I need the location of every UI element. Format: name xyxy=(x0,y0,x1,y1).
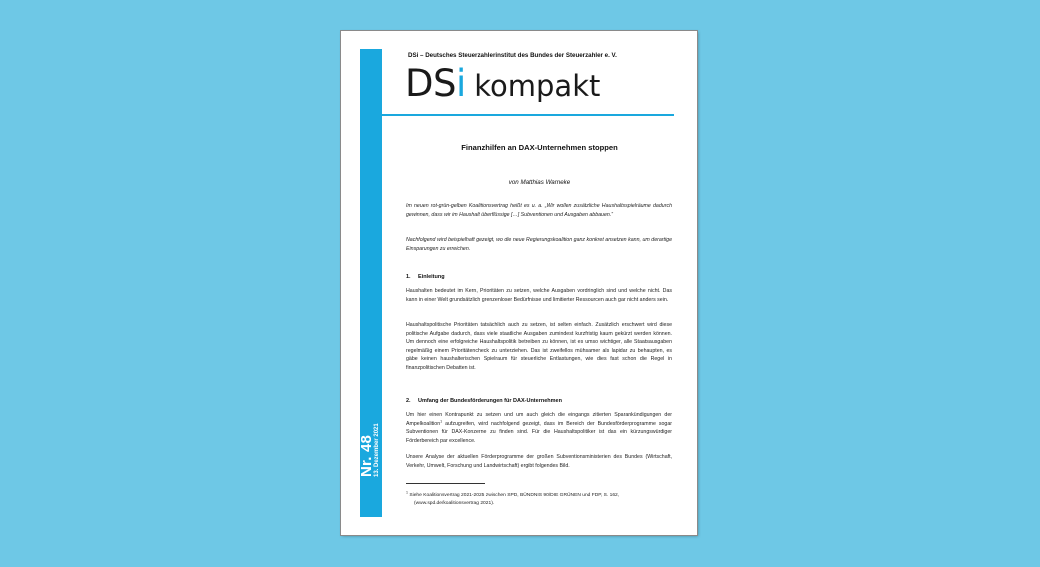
body-paragraph: Haushalten bedeutet im Kern, Prioritäten zu setzen, welche Ausgaben vordringlich sind und welche nicht. Das kann in einer Welt grundsätzlich grenzenloser Bedürfnisse und limitierter Ressourcen auch gar nicht anders sein. xyxy=(406,288,672,303)
header-rule xyxy=(382,114,674,116)
footnote-reference: 1 xyxy=(440,418,443,423)
institute-name: DSi – Deutsches Steuerzahlerinstitut des Bundes der Steuerzahler e. V. xyxy=(408,52,617,59)
footnote-text: (www.spd.de/koalitionsvertrag 2021). xyxy=(414,500,495,506)
footnote-divider xyxy=(406,483,485,484)
section-title: Umfang der Bundesförderungen für DAX-Unternehmen xyxy=(418,398,562,404)
document-title: Finanzhilfen an DAX-Unternehmen stoppen xyxy=(461,143,618,152)
intro-paragraph: Nachfolgend wird beispielhaft gezeigt, wo die neue Regierungskoalition ganz konkret ansetzen kann, um derartige Einsparungen zu erreichen. xyxy=(406,237,672,252)
issue-date: 13. Dezember 2021 xyxy=(374,423,380,477)
section-number: 2. xyxy=(406,398,411,404)
body-paragraph: Unsere Analyse der aktuellen Förderprogramme der großen Subventionsministerien des Bundes (Wirtschaft, Verkehr, Umwelt, Forschung und Landwirtschaft) ergibt folgendes Bild. xyxy=(406,454,672,469)
logo-ds: DS xyxy=(405,62,456,105)
section-number: 1. xyxy=(406,274,411,280)
paragraph-text: aufzugreifen, wird nachfolgend gezeigt, dass im Bereich der Bundesförderprogramme sogar Subventionen für DAX-Konzerne zu finden sind. Für die Haushaltspolitiker ist das ein kürzungswürdiger Förderbereich par excellence. xyxy=(406,420,672,444)
body-paragraph: Haushaltspolitische Prioritäten tatsächlich auch zu setzen, ist selten einfach. Zusätzlich erschwert wird diese politische Aufgabe dadurch, dass viele staatliche Ausgaben zumindest kurzfristig kaum gekürzt werden können. Um dennoch eine erfolgreiche Haushaltspolitik betreiben zu können, ist es umso wichtiger, alle Staatsausgaben regelmäßig einem Prioritätencheck zu unterziehen. Das ist zweifellos mühsamer als lapidar zu behaupten, es gäbe keinen haushalterischen Spielraum für steuerliche Entlastungen, wie dies fast schon die Regel in finanzpolitischen Debatten ist. xyxy=(406,322,672,371)
author-line: von Matthias Warneke xyxy=(508,179,571,186)
footnote-text: Siehe Koalitionsvertrag 2021-2025 zwischen SPD, BÜNDNIS 90/DIE GRÜNEN und FDP, S. 162, xyxy=(409,493,620,498)
footnote xyxy=(406,492,672,508)
section-title: Einleitung xyxy=(418,274,445,280)
issue-number: Nr. 48 xyxy=(358,434,375,477)
footnote-marker: 1 xyxy=(406,490,408,495)
section-heading xyxy=(406,274,445,280)
paragraph-text: Um hier einen Kontrapunkt zu setzen und um auch gleich die eingangs zitierten Sparankündigungen der Ampelkoalition xyxy=(406,412,672,427)
dsi-kompakt-logo xyxy=(405,62,601,105)
logo-kompakt: kompakt xyxy=(474,69,601,103)
intro-paragraph: Im neuen rot-grün-gelben Koalitionsvertrag heißt es u. a. „Wir wollen zusätzliche Haushaltsspielräume dadurch gewinnen, dass wir im Haushalt überflüssige […] Subventionen und Ausgaben abbauen.“ xyxy=(406,203,672,218)
document-page xyxy=(341,31,697,535)
body-paragraph xyxy=(406,411,672,445)
logo-i: i xyxy=(455,62,467,105)
section-heading xyxy=(406,398,562,404)
